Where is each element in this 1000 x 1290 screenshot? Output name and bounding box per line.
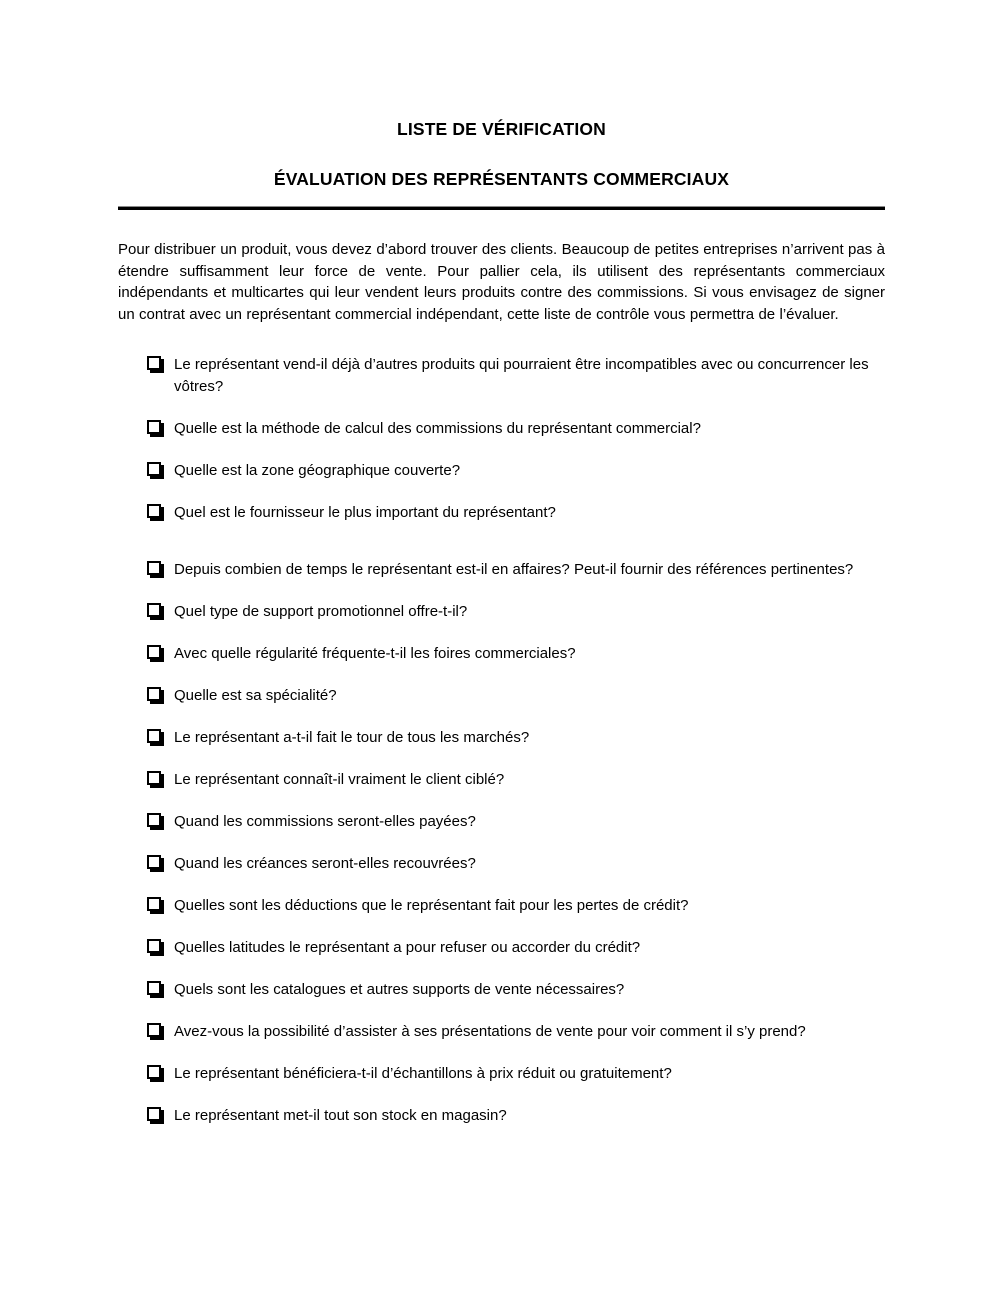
checklist-item[interactable]	[118, 418, 885, 440]
checklist	[118, 325, 885, 1127]
checklist-item[interactable]	[118, 1063, 885, 1085]
checklist-item[interactable]	[118, 1021, 885, 1043]
empty-checkbox-icon[interactable]	[147, 504, 161, 518]
checklist-item-label: Avec quelle régularité fréquente-t-il les foires commerciales?	[174, 645, 576, 662]
empty-checkbox-icon[interactable]	[147, 561, 161, 575]
empty-checkbox-icon[interactable]	[147, 771, 161, 785]
empty-checkbox-icon[interactable]	[147, 1065, 161, 1079]
checklist-item[interactable]	[118, 853, 885, 875]
checklist-item[interactable]	[118, 727, 885, 749]
empty-checkbox-icon[interactable]	[147, 420, 161, 434]
checklist-item-label: Depuis combien de temps le représentant est-il en affaires? Peut-il fournir des références pertinentes?	[174, 561, 854, 578]
checklist-item[interactable]	[118, 643, 885, 665]
checklist-item-label: Le représentant met-il tout son stock en magasin?	[174, 1107, 507, 1124]
checklist-item[interactable]	[118, 685, 885, 707]
checklist-item-label: Quelle est sa spécialité?	[174, 687, 337, 704]
checklist-item-label: Quel type de support promotionnel offre-t-il?	[174, 603, 468, 620]
page-title: LISTE DE VÉRIFICATION	[397, 119, 606, 139]
empty-checkbox-icon[interactable]	[147, 729, 161, 743]
checklist-item[interactable]	[118, 895, 885, 917]
checklist-item-label: Quelles sont les déductions que le représentant fait pour les pertes de crédit?	[174, 897, 689, 914]
checklist-item[interactable]	[118, 979, 885, 1001]
checklist-item[interactable]	[118, 559, 885, 581]
empty-checkbox-icon[interactable]	[147, 981, 161, 995]
checklist-item[interactable]	[118, 502, 885, 524]
checklist-item-label: Avez-vous la possibilité d’assister à ses présentations de vente pour voir comment il s’y prend?	[174, 1023, 806, 1040]
empty-checkbox-icon[interactable]	[147, 645, 161, 659]
page-subtitle: ÉVALUATION DES REPRÉSENTANTS COMMERCIAUX	[273, 169, 730, 189]
checklist-item-label: Quels sont les catalogues et autres supports de vente nécessaires?	[174, 981, 625, 998]
checklist-item-label: Le représentant bénéficiera-t-il d’échantillons à prix réduit ou gratuitement?	[174, 1065, 672, 1082]
empty-checkbox-icon[interactable]	[147, 687, 161, 701]
intro-paragraph: Pour distribuer un produit, vous devez d’abord trouver des clients. Beaucoup de petites entreprises n’arrivent pas à étendre suffisamment leur force de vente. Pour pallier cela, ils utilisent des représentants commerciaux indépendants et multicartes qui leur vendent leurs produits contre des commissions. Si vous envisagez de signer un contrat avec un représentant commercial indépendant, cette liste de contrôle vous permettra de l’évaluer.	[118, 241, 885, 323]
checklist-item-label: Quelle est la méthode de calcul des commissions du représentant commercial?	[174, 419, 701, 437]
checklist-item-label: Le représentant vend-il déjà d’autres produits qui pourraient être incompatibles avec ou concurrencer les vôtres?	[174, 356, 869, 395]
checklist-item[interactable]	[118, 601, 885, 623]
empty-checkbox-icon[interactable]	[147, 897, 161, 911]
empty-checkbox-icon[interactable]	[147, 1023, 161, 1037]
checklist-item[interactable]	[118, 769, 885, 791]
checklist-item-label: Quelle est la zone géographique couverte?	[174, 461, 461, 479]
empty-checkbox-icon[interactable]	[147, 939, 161, 953]
checklist-item-label: Quand les créances seront-elles recouvrées?	[174, 855, 476, 872]
checklist-item[interactable]	[118, 460, 885, 482]
empty-checkbox-icon[interactable]	[147, 1107, 161, 1121]
empty-checkbox-icon[interactable]	[147, 462, 161, 476]
empty-checkbox-icon[interactable]	[147, 603, 161, 617]
checklist-item-label: Quel est le fournisseur le plus important du représentant?	[174, 503, 556, 521]
document-content	[118, 0, 885, 1147]
empty-checkbox-icon[interactable]	[147, 855, 161, 869]
checklist-item-label: Le représentant a-t-il fait le tour de tous les marchés?	[174, 729, 530, 746]
checklist-item[interactable]	[118, 1105, 885, 1127]
empty-checkbox-icon[interactable]	[147, 813, 161, 827]
empty-checkbox-icon[interactable]	[147, 356, 161, 370]
checklist-item-label: Quelles latitudes le représentant a pour refuser ou accorder du crédit?	[174, 939, 641, 956]
checklist-item-label: Le représentant connaît-il vraiment le client ciblé?	[174, 771, 505, 788]
checklist-item[interactable]	[118, 937, 885, 959]
checklist-item[interactable]	[118, 354, 885, 397]
checklist-item[interactable]	[118, 811, 885, 833]
checklist-item-label: Quand les commissions seront-elles payées?	[174, 813, 476, 830]
